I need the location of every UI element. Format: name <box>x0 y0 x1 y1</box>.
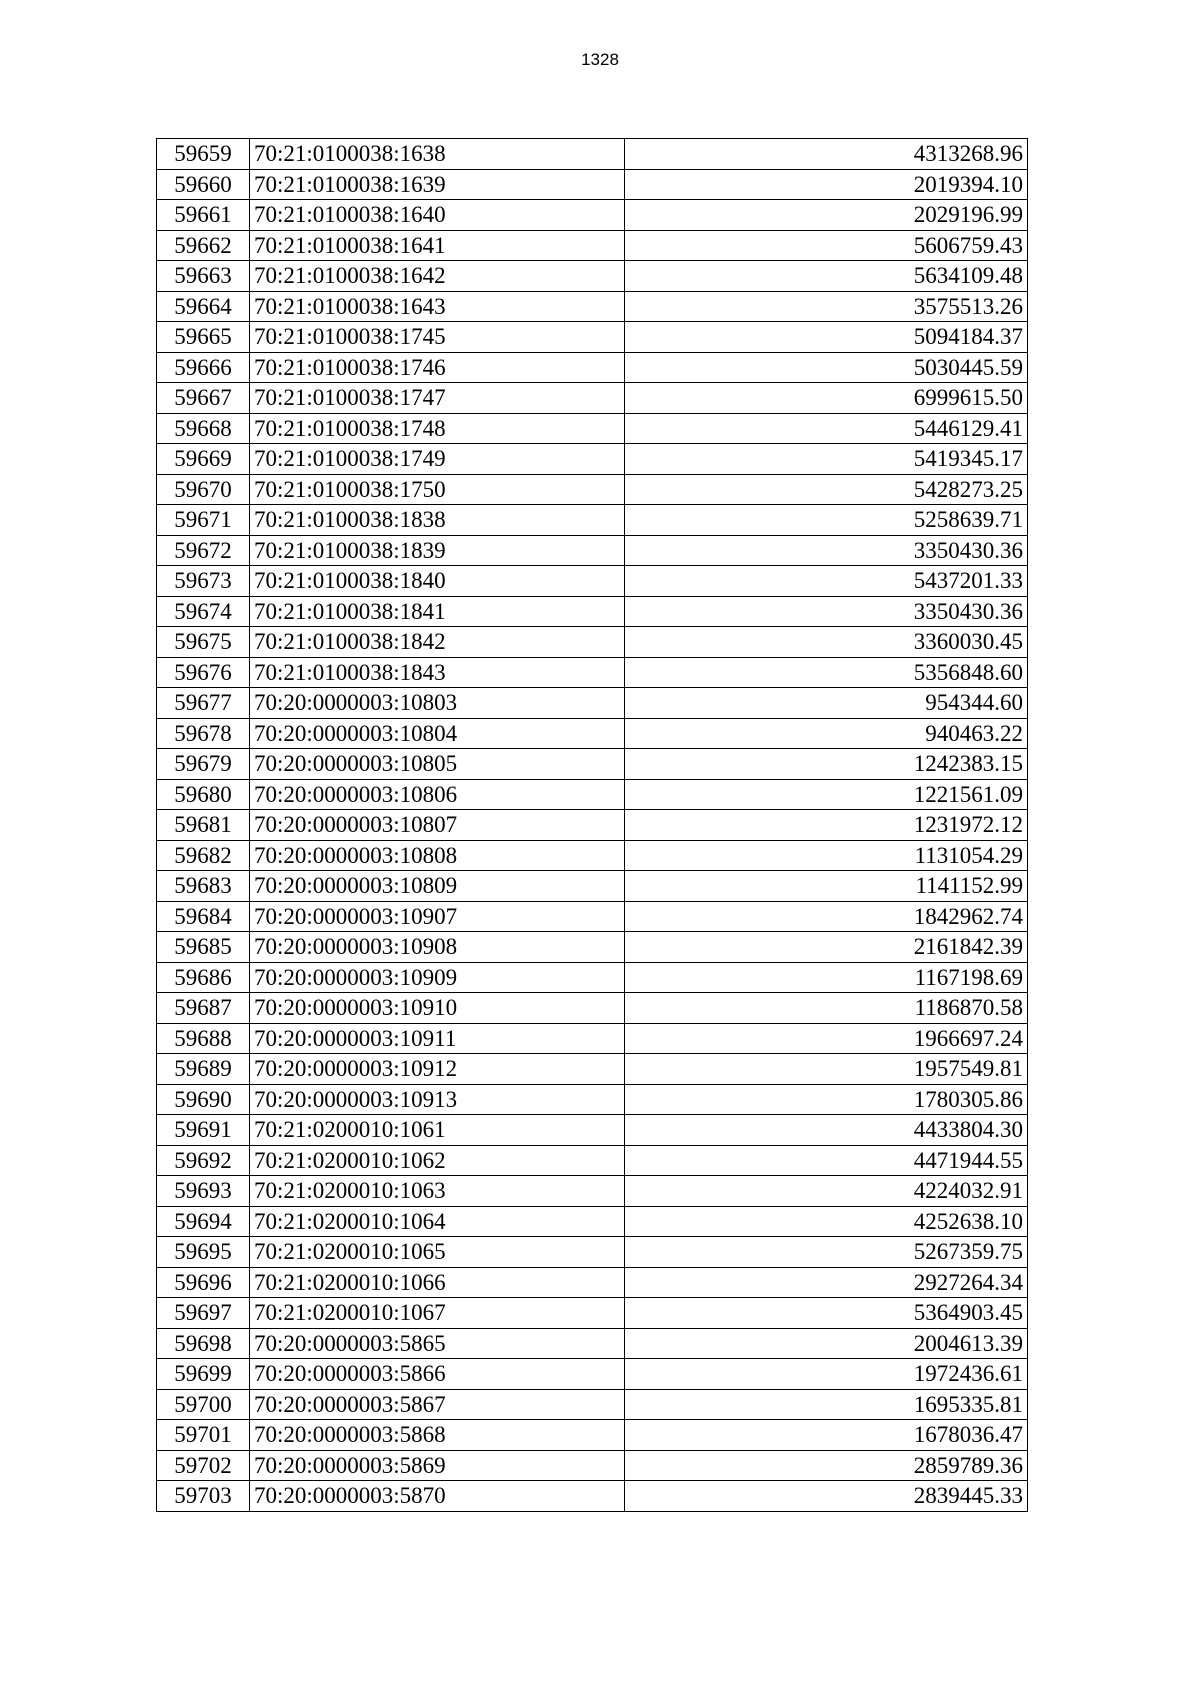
cadastral-number-cell: 70:21:0100038:1838 <box>250 505 625 536</box>
cadastral-number-cell: 70:21:0100038:1749 <box>250 444 625 475</box>
row-number-cell: 59664 <box>157 291 250 322</box>
row-number-cell: 59666 <box>157 352 250 383</box>
value-cell: 1842962.74 <box>625 901 1028 932</box>
value-cell: 1141152.99 <box>625 871 1028 902</box>
table-row <box>157 535 1028 566</box>
cadastral-number-cell: 70:20:0000003:10804 <box>250 718 625 749</box>
table-row <box>157 444 1028 475</box>
table-row <box>157 566 1028 597</box>
value-cell: 5030445.59 <box>625 352 1028 383</box>
cadastral-number-cell: 70:21:0100038:1643 <box>250 291 625 322</box>
cadastral-number-cell: 70:20:0000003:10908 <box>250 932 625 963</box>
cadastral-value-table <box>156 138 1028 1512</box>
cadastral-number-cell: 70:21:0200010:1063 <box>250 1176 625 1207</box>
row-number-cell: 59676 <box>157 657 250 688</box>
table-row <box>157 1237 1028 1268</box>
row-number-cell: 59695 <box>157 1237 250 1268</box>
row-number-cell: 59665 <box>157 322 250 353</box>
value-cell: 940463.22 <box>625 718 1028 749</box>
cadastral-number-cell: 70:21:0200010:1067 <box>250 1298 625 1329</box>
value-cell: 1966697.24 <box>625 1023 1028 1054</box>
value-cell: 5356848.60 <box>625 657 1028 688</box>
row-number-cell: 59703 <box>157 1481 250 1512</box>
table-row <box>157 1115 1028 1146</box>
value-cell: 5094184.37 <box>625 322 1028 353</box>
value-cell: 4224032.91 <box>625 1176 1028 1207</box>
cadastral-number-cell: 70:21:0200010:1065 <box>250 1237 625 1268</box>
row-number-cell: 59668 <box>157 413 250 444</box>
row-number-cell: 59681 <box>157 810 250 841</box>
row-number-cell: 59692 <box>157 1145 250 1176</box>
value-cell: 6999615.50 <box>625 383 1028 414</box>
row-number-cell: 59698 <box>157 1328 250 1359</box>
table-row <box>157 169 1028 200</box>
table-row <box>157 596 1028 627</box>
value-cell: 5419345.17 <box>625 444 1028 475</box>
cadastral-number-cell: 70:21:0100038:1642 <box>250 261 625 292</box>
cadastral-number-cell: 70:20:0000003:5866 <box>250 1359 625 1390</box>
row-number-cell: 59680 <box>157 779 250 810</box>
cadastral-number-cell: 70:21:0100038:1839 <box>250 535 625 566</box>
row-number-cell: 59677 <box>157 688 250 719</box>
cadastral-number-cell: 70:21:0100038:1639 <box>250 169 625 200</box>
table-row <box>157 1420 1028 1451</box>
table-row <box>157 1267 1028 1298</box>
table-row <box>157 474 1028 505</box>
cadastral-number-cell: 70:21:0100038:1842 <box>250 627 625 658</box>
value-cell: 1231972.12 <box>625 810 1028 841</box>
row-number-cell: 59672 <box>157 535 250 566</box>
cadastral-number-cell: 70:21:0100038:1747 <box>250 383 625 414</box>
row-number-cell: 59690 <box>157 1084 250 1115</box>
cadastral-number-cell: 70:21:0100038:1640 <box>250 200 625 231</box>
cadastral-number-cell: 70:21:0100038:1840 <box>250 566 625 597</box>
table-row <box>157 1054 1028 1085</box>
table-row <box>157 322 1028 353</box>
value-cell: 2161842.39 <box>625 932 1028 963</box>
table-row <box>157 139 1028 170</box>
value-cell: 1242383.15 <box>625 749 1028 780</box>
row-number-cell: 59691 <box>157 1115 250 1146</box>
table-row <box>157 749 1028 780</box>
table-row <box>157 962 1028 993</box>
value-cell: 5606759.43 <box>625 230 1028 261</box>
table-row <box>157 1359 1028 1390</box>
value-cell: 3350430.36 <box>625 596 1028 627</box>
table-row <box>157 1481 1028 1512</box>
table-row <box>157 1450 1028 1481</box>
value-cell: 2019394.10 <box>625 169 1028 200</box>
table-row <box>157 718 1028 749</box>
table-row <box>157 871 1028 902</box>
value-cell: 2839445.33 <box>625 1481 1028 1512</box>
value-cell: 954344.60 <box>625 688 1028 719</box>
row-number-cell: 59673 <box>157 566 250 597</box>
row-number-cell: 59670 <box>157 474 250 505</box>
table-row <box>157 261 1028 292</box>
cadastral-number-cell: 70:20:0000003:5868 <box>250 1420 625 1451</box>
row-number-cell: 59697 <box>157 1298 250 1329</box>
row-number-cell: 59700 <box>157 1389 250 1420</box>
value-cell: 3350430.36 <box>625 535 1028 566</box>
cadastral-number-cell: 70:21:0200010:1066 <box>250 1267 625 1298</box>
value-cell: 1131054.29 <box>625 840 1028 871</box>
table-body <box>157 139 1028 1512</box>
table-row <box>157 932 1028 963</box>
value-cell: 1167198.69 <box>625 962 1028 993</box>
row-number-cell: 59682 <box>157 840 250 871</box>
row-number-cell: 59699 <box>157 1359 250 1390</box>
table-row <box>157 413 1028 444</box>
row-number-cell: 59701 <box>157 1420 250 1451</box>
cadastral-number-cell: 70:21:0200010:1064 <box>250 1206 625 1237</box>
value-cell: 1695335.81 <box>625 1389 1028 1420</box>
table-row <box>157 1023 1028 1054</box>
table-row <box>157 200 1028 231</box>
cadastral-number-cell: 70:20:0000003:10907 <box>250 901 625 932</box>
row-number-cell: 59663 <box>157 261 250 292</box>
cadastral-number-cell: 70:21:0100038:1638 <box>250 139 625 170</box>
table-row <box>157 383 1028 414</box>
value-cell: 5634109.48 <box>625 261 1028 292</box>
cadastral-number-cell: 70:20:0000003:10805 <box>250 749 625 780</box>
value-cell: 4471944.55 <box>625 1145 1028 1176</box>
row-number-cell: 59661 <box>157 200 250 231</box>
row-number-cell: 59679 <box>157 749 250 780</box>
value-cell: 1221561.09 <box>625 779 1028 810</box>
row-number-cell: 59702 <box>157 1450 250 1481</box>
row-number-cell: 59660 <box>157 169 250 200</box>
value-cell: 4313268.96 <box>625 139 1028 170</box>
cadastral-number-cell: 70:20:0000003:10910 <box>250 993 625 1024</box>
value-cell: 1186870.58 <box>625 993 1028 1024</box>
row-number-cell: 59687 <box>157 993 250 1024</box>
cadastral-number-cell: 70:21:0100038:1841 <box>250 596 625 627</box>
table-row <box>157 1084 1028 1115</box>
table-row <box>157 657 1028 688</box>
cadastral-number-cell: 70:21:0200010:1062 <box>250 1145 625 1176</box>
table-row <box>157 810 1028 841</box>
value-cell: 1957549.81 <box>625 1054 1028 1085</box>
row-number-cell: 59685 <box>157 932 250 963</box>
table-row <box>157 1298 1028 1329</box>
cadastral-number-cell: 70:20:0000003:10806 <box>250 779 625 810</box>
value-cell: 5428273.25 <box>625 474 1028 505</box>
value-cell: 3360030.45 <box>625 627 1028 658</box>
row-number-cell: 59675 <box>157 627 250 658</box>
cadastral-number-cell: 70:21:0100038:1843 <box>250 657 625 688</box>
cadastral-number-cell: 70:20:0000003:5865 <box>250 1328 625 1359</box>
value-cell: 2004613.39 <box>625 1328 1028 1359</box>
cadastral-number-cell: 70:20:0000003:10909 <box>250 962 625 993</box>
cadastral-number-cell: 70:20:0000003:10807 <box>250 810 625 841</box>
table-row <box>157 1206 1028 1237</box>
table-row <box>157 779 1028 810</box>
value-cell: 4433804.30 <box>625 1115 1028 1146</box>
value-cell: 2859789.36 <box>625 1450 1028 1481</box>
row-number-cell: 59696 <box>157 1267 250 1298</box>
table-row <box>157 352 1028 383</box>
cadastral-number-cell: 70:20:0000003:10808 <box>250 840 625 871</box>
value-cell: 5364903.45 <box>625 1298 1028 1329</box>
row-number-cell: 59669 <box>157 444 250 475</box>
table-row <box>157 688 1028 719</box>
cadastral-number-cell: 70:20:0000003:10809 <box>250 871 625 902</box>
table-row <box>157 1145 1028 1176</box>
row-number-cell: 59659 <box>157 139 250 170</box>
value-cell: 2029196.99 <box>625 200 1028 231</box>
table-row <box>157 505 1028 536</box>
row-number-cell: 59674 <box>157 596 250 627</box>
row-number-cell: 59689 <box>157 1054 250 1085</box>
cadastral-number-cell: 70:20:0000003:10803 <box>250 688 625 719</box>
row-number-cell: 59684 <box>157 901 250 932</box>
table-row <box>157 840 1028 871</box>
cadastral-number-cell: 70:20:0000003:10911 <box>250 1023 625 1054</box>
value-cell: 1780305.86 <box>625 1084 1028 1115</box>
row-number-cell: 59678 <box>157 718 250 749</box>
cadastral-number-cell: 70:21:0100038:1746 <box>250 352 625 383</box>
value-cell: 5267359.75 <box>625 1237 1028 1268</box>
table-row <box>157 901 1028 932</box>
row-number-cell: 59667 <box>157 383 250 414</box>
cadastral-number-cell: 70:20:0000003:5867 <box>250 1389 625 1420</box>
cadastral-number-cell: 70:21:0100038:1745 <box>250 322 625 353</box>
cadastral-number-cell: 70:21:0100038:1750 <box>250 474 625 505</box>
table-row <box>157 230 1028 261</box>
value-cell: 5258639.71 <box>625 505 1028 536</box>
row-number-cell: 59683 <box>157 871 250 902</box>
table-row <box>157 993 1028 1024</box>
table-row <box>157 1176 1028 1207</box>
row-number-cell: 59693 <box>157 1176 250 1207</box>
row-number-cell: 59686 <box>157 962 250 993</box>
row-number-cell: 59688 <box>157 1023 250 1054</box>
table-row <box>157 627 1028 658</box>
row-number-cell: 59694 <box>157 1206 250 1237</box>
table-row <box>157 1328 1028 1359</box>
value-cell: 5437201.33 <box>625 566 1028 597</box>
cadastral-number-cell: 70:21:0100038:1748 <box>250 413 625 444</box>
value-cell: 3575513.26 <box>625 291 1028 322</box>
value-cell: 5446129.41 <box>625 413 1028 444</box>
cadastral-number-cell: 70:21:0100038:1641 <box>250 230 625 261</box>
row-number-cell: 59671 <box>157 505 250 536</box>
value-cell: 1972436.61 <box>625 1359 1028 1390</box>
cadastral-number-cell: 70:20:0000003:10913 <box>250 1084 625 1115</box>
page-number: 1328 <box>581 50 619 69</box>
value-cell: 4252638.10 <box>625 1206 1028 1237</box>
cadastral-number-cell: 70:20:0000003:5870 <box>250 1481 625 1512</box>
table-row <box>157 1389 1028 1420</box>
cadastral-number-cell: 70:20:0000003:5869 <box>250 1450 625 1481</box>
table-row <box>157 291 1028 322</box>
value-cell: 2927264.34 <box>625 1267 1028 1298</box>
value-cell: 1678036.47 <box>625 1420 1028 1451</box>
cadastral-number-cell: 70:21:0200010:1061 <box>250 1115 625 1146</box>
row-number-cell: 59662 <box>157 230 250 261</box>
cadastral-number-cell: 70:20:0000003:10912 <box>250 1054 625 1085</box>
